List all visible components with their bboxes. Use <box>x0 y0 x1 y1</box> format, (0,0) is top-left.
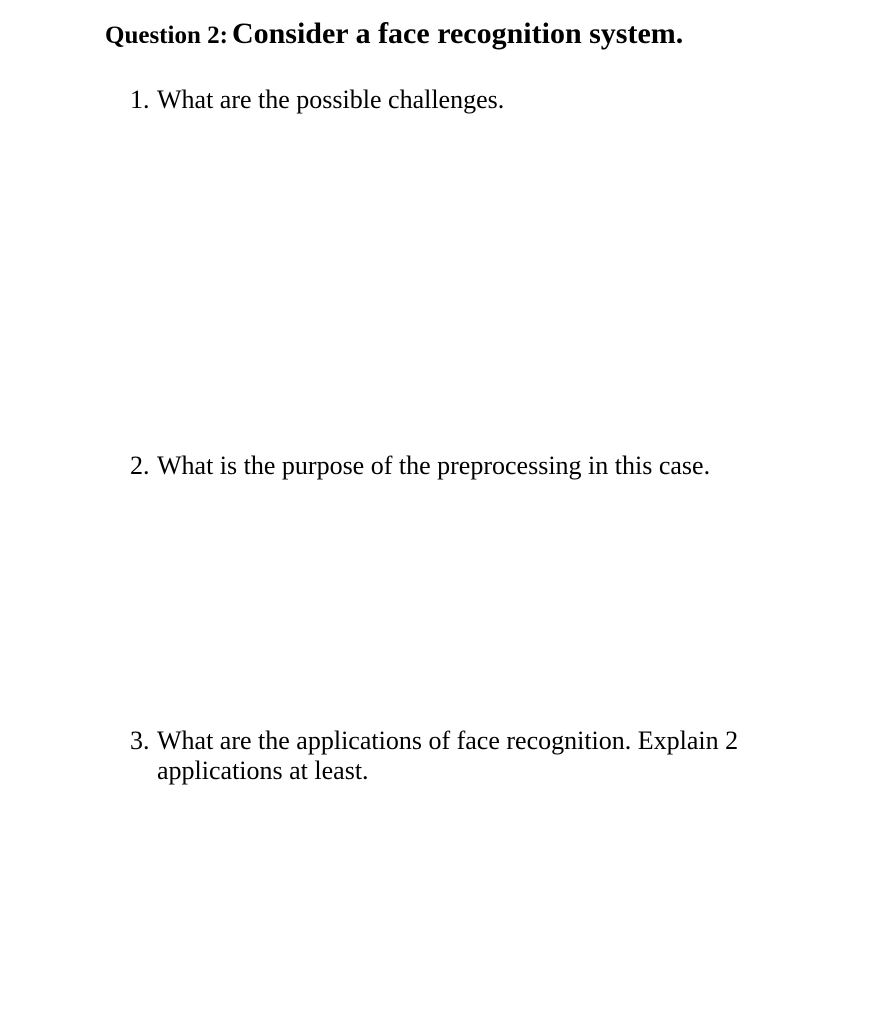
item-number: 2. <box>130 451 150 480</box>
item-text: What are the possible challenges. <box>157 85 505 114</box>
item-text: What are the applications of face recognition. Explain 2 applications at least. <box>157 726 739 785</box>
question-title: Consider a face recognition system. <box>231 17 684 50</box>
list-item <box>130 451 770 481</box>
item-text: What is the purpose of the preprocessing in this case. <box>157 451 711 480</box>
list-item <box>130 85 770 115</box>
question-heading <box>105 14 865 59</box>
list-item <box>130 726 770 786</box>
question-label: Question 2: <box>105 22 228 49</box>
item-number: 3. <box>130 726 150 755</box>
item-number: 1. <box>130 85 150 114</box>
